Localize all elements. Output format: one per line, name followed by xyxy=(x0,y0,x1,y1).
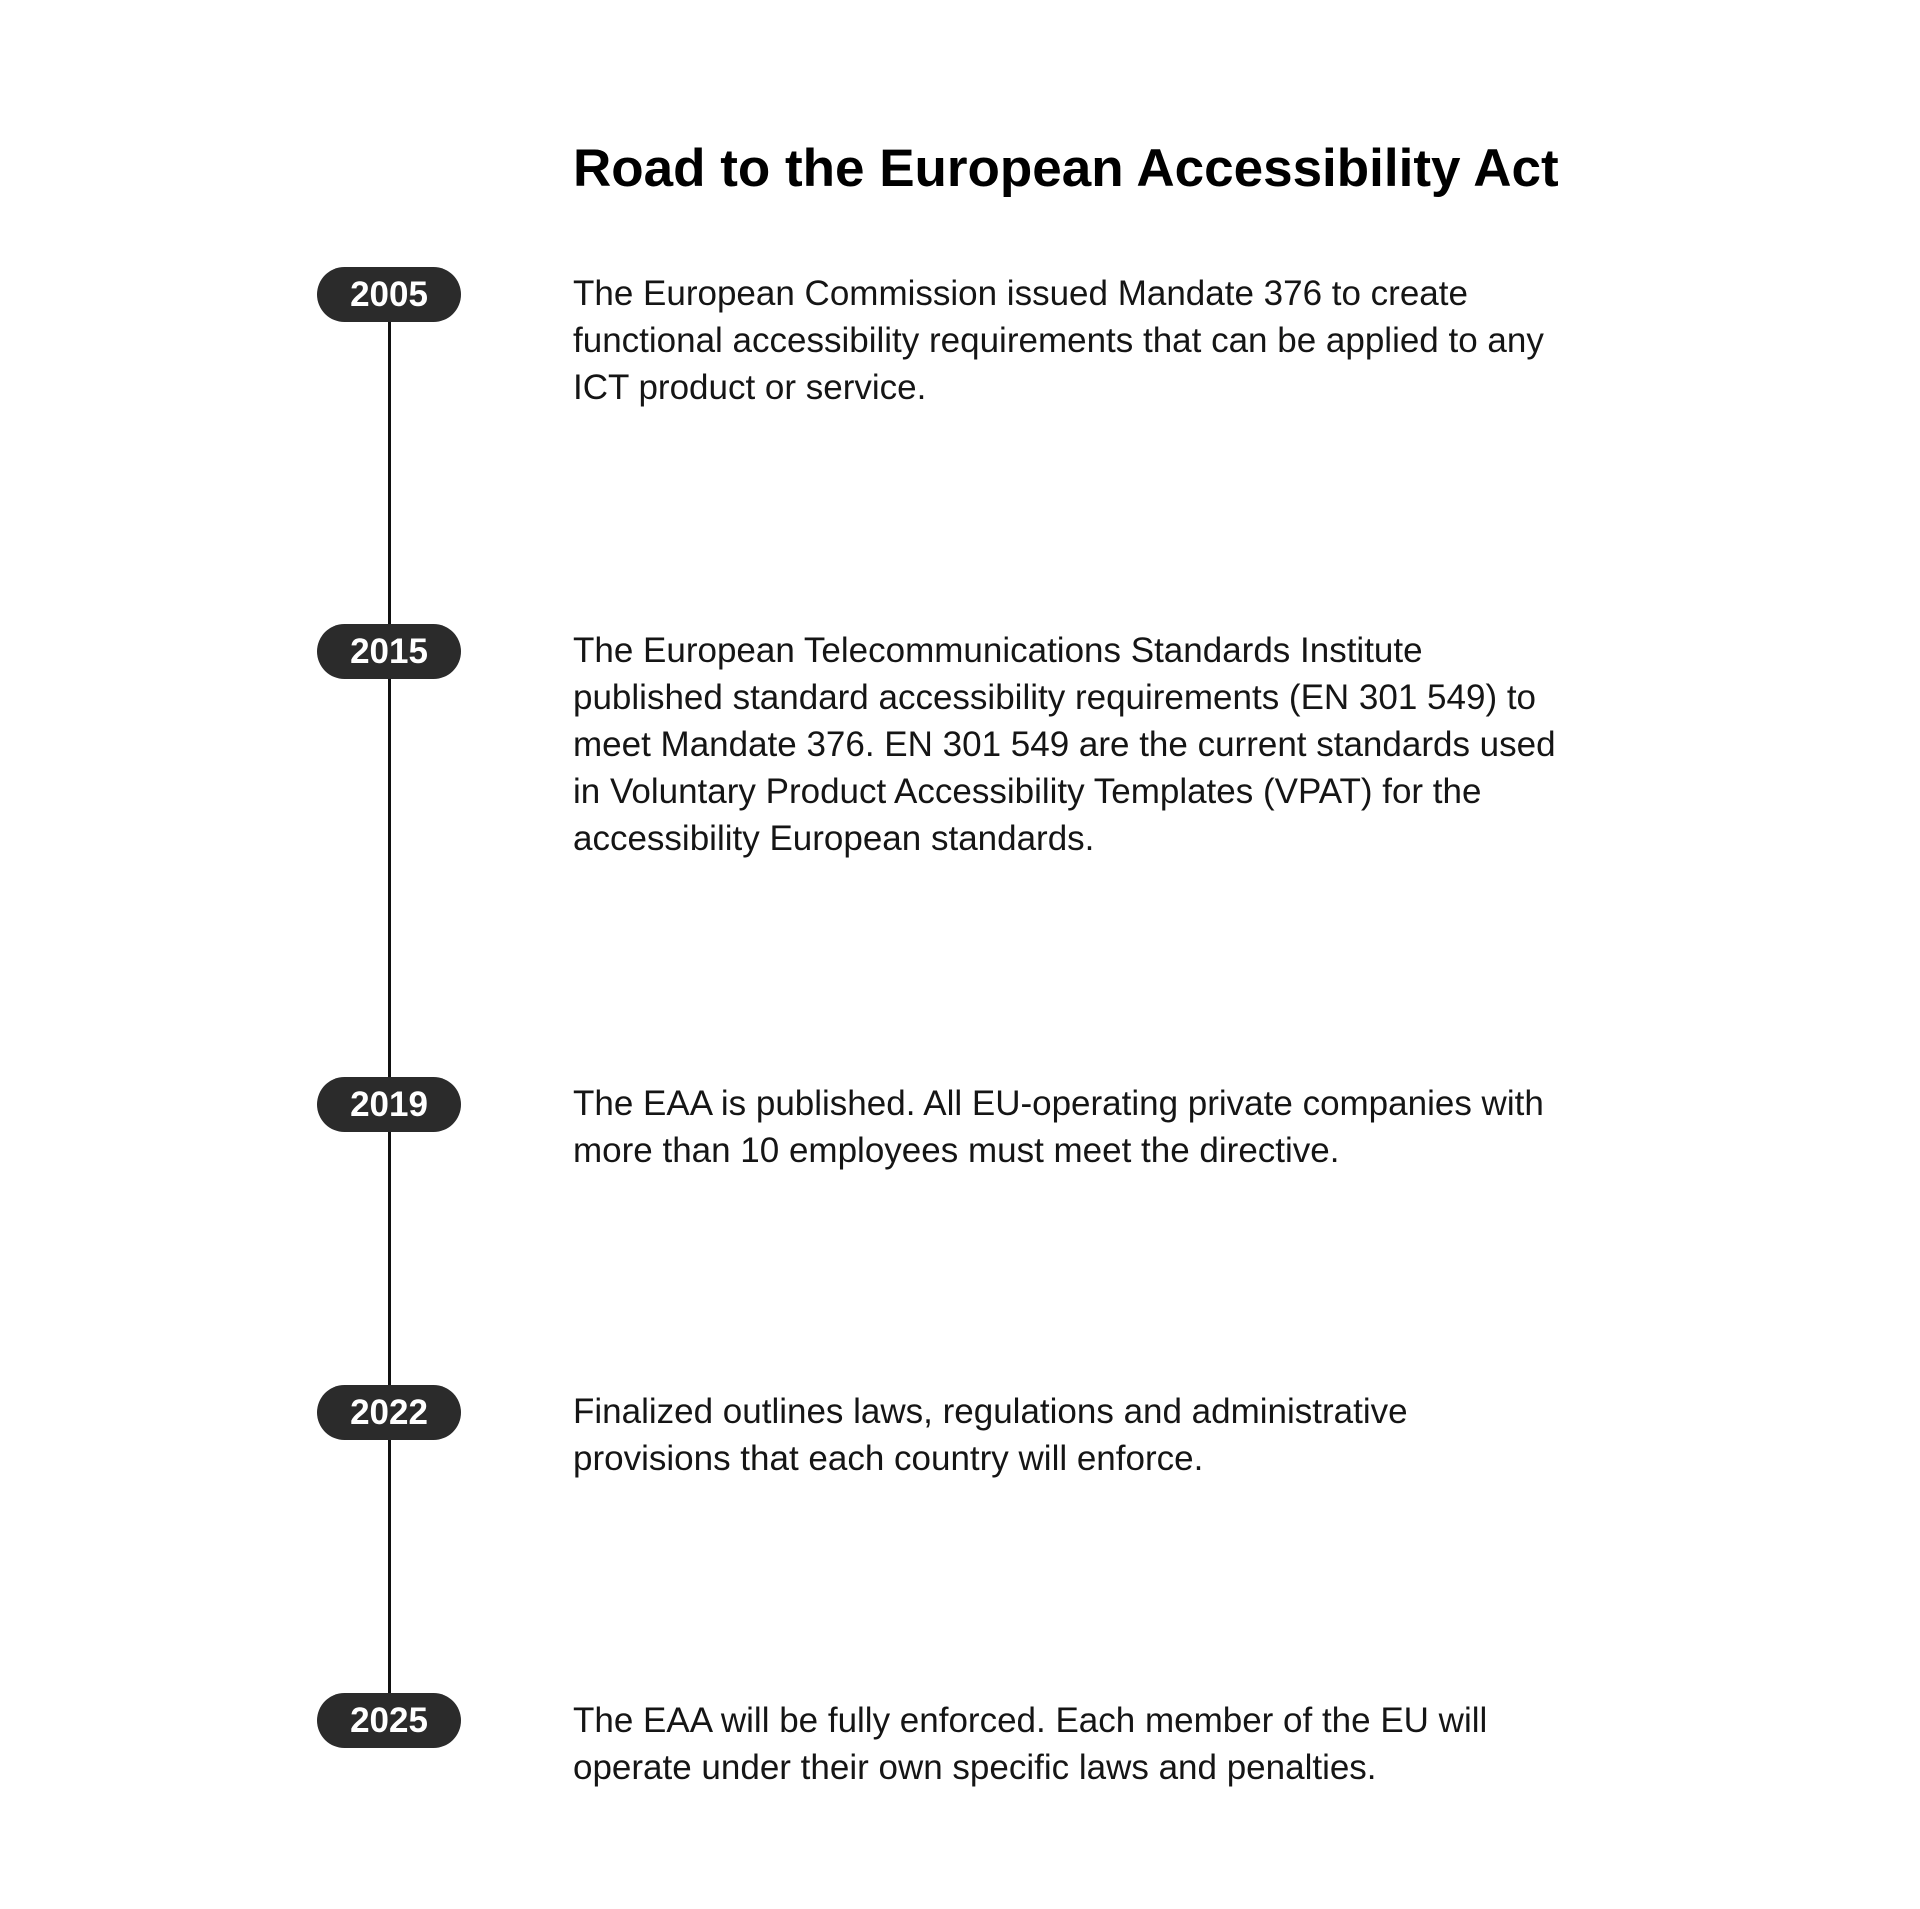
event-line: provisions that each country will enforce. xyxy=(573,1439,1204,1478)
event-line: The European Commission issued Mandate 376 to create xyxy=(573,274,1468,313)
year-badge-2022: 2022 xyxy=(317,1385,461,1440)
event-line: in Voluntary Product Accessibility Templates (VPAT) for the xyxy=(573,772,1482,811)
event-description-2025 xyxy=(573,1697,1653,1791)
year-badge-2025: 2025 xyxy=(317,1693,461,1748)
event-description-2015 xyxy=(573,627,1653,862)
event-line: accessibility European standards. xyxy=(573,819,1095,858)
event-line: The European Telecommunications Standards Institute xyxy=(573,631,1423,670)
event-line: more than 10 employees must meet the directive. xyxy=(573,1131,1340,1170)
event-description-2019 xyxy=(573,1080,1653,1174)
event-line: ICT product or service. xyxy=(573,368,927,407)
event-line: operate under their own specific laws and penalties. xyxy=(573,1748,1377,1787)
event-line: meet Mandate 376. EN 301 549 are the current standards used xyxy=(573,725,1556,764)
year-badge-2005: 2005 xyxy=(317,267,461,322)
event-line: published standard accessibility requirements (EN 301 549) to xyxy=(573,678,1537,717)
event-line: Finalized outlines laws, regulations and administrative xyxy=(573,1392,1408,1431)
event-description-2005 xyxy=(573,270,1653,411)
page-title: Road to the European Accessibility Act xyxy=(573,139,1559,198)
event-line: The EAA will be fully enforced. Each member of the EU will xyxy=(573,1701,1488,1740)
event-line: The EAA is published. All EU-operating private companies with xyxy=(573,1084,1544,1123)
timeline-line xyxy=(388,296,391,1720)
event-line: functional accessibility requirements that can be applied to any xyxy=(573,321,1544,360)
event-description-2022 xyxy=(573,1388,1653,1482)
year-badge-2015: 2015 xyxy=(317,624,461,679)
year-badge-2019: 2019 xyxy=(317,1077,461,1132)
